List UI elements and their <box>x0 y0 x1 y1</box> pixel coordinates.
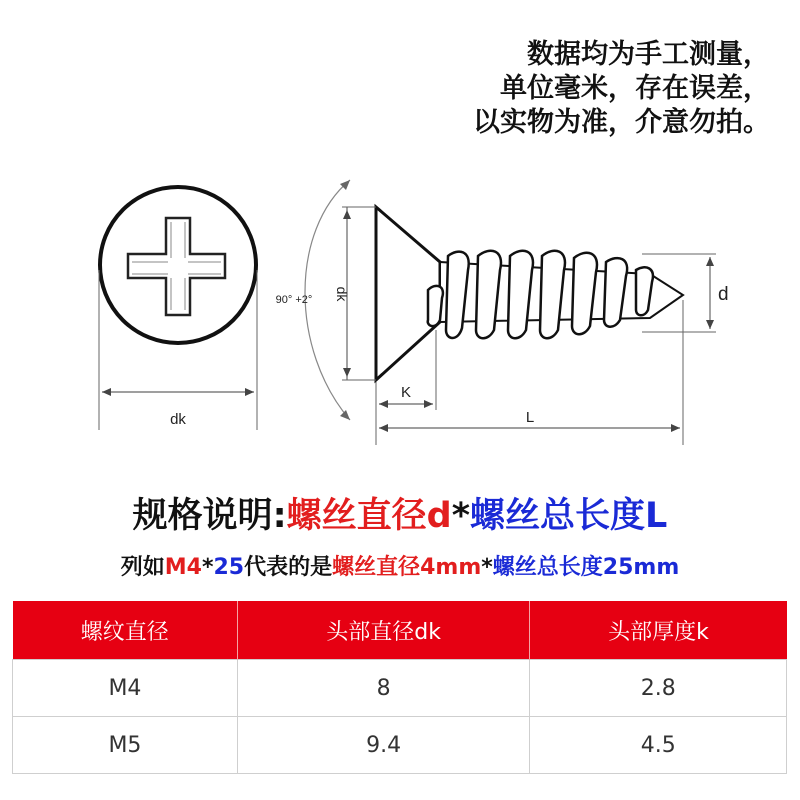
screw-side-view <box>376 207 683 380</box>
spec-example-m4: M4 <box>164 555 202 580</box>
table-row <box>13 660 787 717</box>
dk-label-side-view: dk <box>334 286 350 302</box>
spec-example-prefix: 列如 <box>120 555 165 580</box>
screw-head-top-view <box>100 187 256 343</box>
spec-title-length: 螺丝总长度L <box>470 496 668 536</box>
spec-title <box>0 488 800 538</box>
header-head-diameter: 头部直径dk <box>237 601 530 660</box>
header-head-thickness: 头部厚度k <box>530 601 787 660</box>
l-label: L <box>525 409 535 426</box>
screw-dimension-diagram <box>0 170 800 460</box>
spec-example-mid: 代表的是 <box>244 555 333 580</box>
d-label: d <box>718 284 729 305</box>
dk-label-top-view: dk <box>170 411 186 428</box>
spec-example-star1: * <box>201 555 214 580</box>
spec-example-25: 25 <box>213 555 245 580</box>
table-cell: 4.5 <box>530 717 787 774</box>
note-line-1: 数据均为手工测量， <box>527 39 770 70</box>
spec-title-diameter: 螺丝直径d <box>286 496 452 536</box>
spec-table <box>12 601 787 774</box>
table-cell: 8 <box>237 660 530 717</box>
spec-example-length: 螺丝总长度25mm <box>492 555 680 580</box>
table-row <box>13 717 787 774</box>
k-label: K <box>400 384 412 401</box>
spec-example-diameter: 螺丝直径4mm <box>332 555 482 580</box>
table-cell: 2.8 <box>530 660 787 717</box>
header-thread-diameter: 螺纹直径 <box>13 601 238 660</box>
angle-label: 90° +2° <box>275 294 313 306</box>
table-header-row <box>13 601 787 660</box>
spec-title-star: * <box>451 496 471 536</box>
table-cell: M5 <box>13 717 238 774</box>
spec-example-star2: * <box>481 555 493 580</box>
spec-title-prefix: 规格说明: <box>132 496 287 536</box>
note-line-2: 单位毫米，存在误差， <box>500 73 770 104</box>
spec-example <box>0 550 800 581</box>
note-line-3: 以实物为准，介意勿拍。 <box>473 107 770 138</box>
table-cell: M4 <box>13 660 238 717</box>
table-cell: 9.4 <box>237 717 530 774</box>
measurement-note <box>390 38 770 140</box>
